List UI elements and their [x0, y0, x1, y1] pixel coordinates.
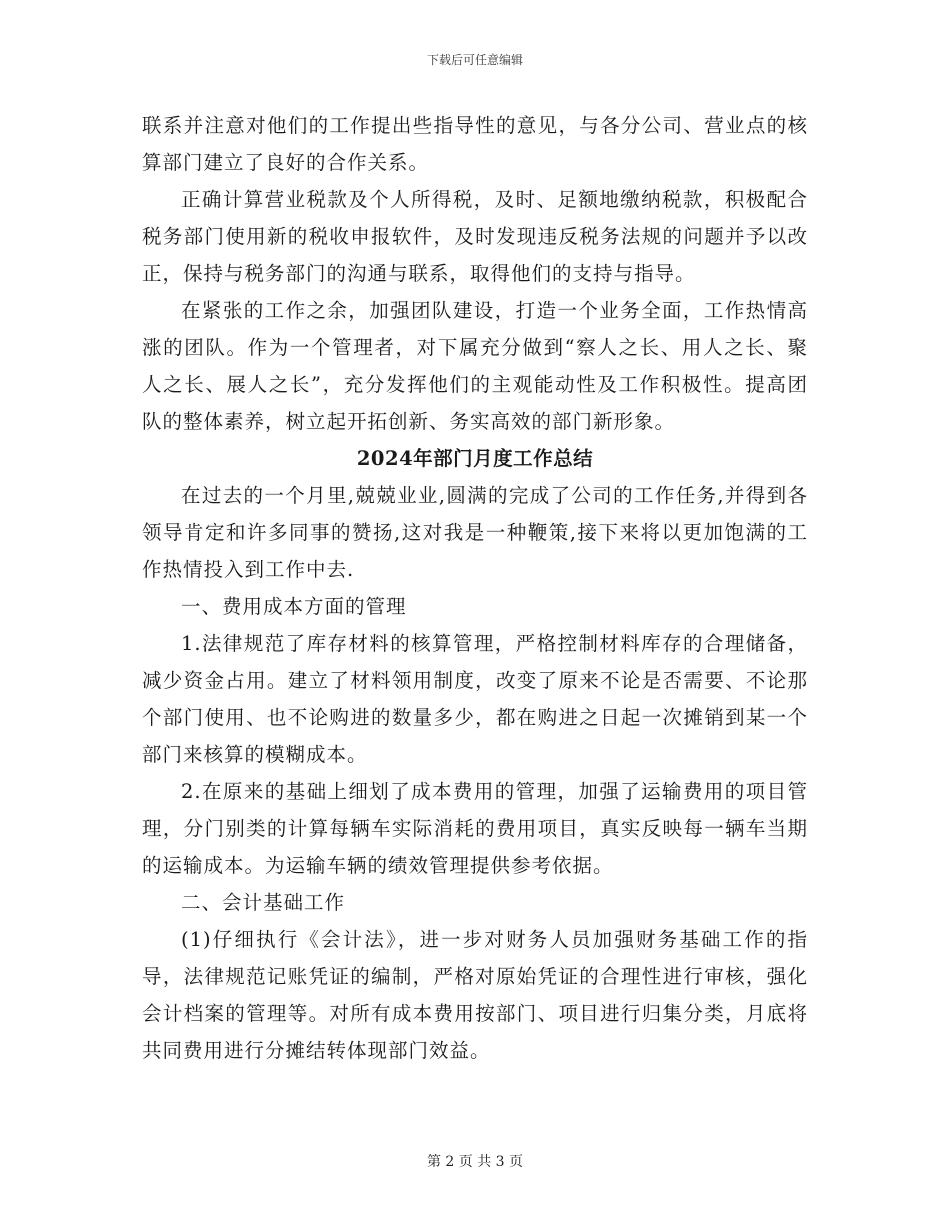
paragraph-item-1: 1.法律规范了库存材料的核算管理，严格控制材料库存的合理储备，减少资金占用。建立了材料领用制度，改变了原来不论是否需要、不论那个部门使用、也不论购进的数量多少，都在购进之日起一次摊销到某一个部门来核算的模糊成本。 — [142, 632, 808, 766]
document-body — [142, 107, 808, 1069]
paragraph-tax: 正确计算营业税款及个人所得税，及时、足额地缴纳税款，积极配合税务部门使用新的税收申报软件，及时发现违反税务法规的问题并予以改正，保持与税务部门的沟通与联系，取得他们的支持与指导。 — [142, 188, 808, 285]
heading-accounting-basics: 二、会计基础工作 — [181, 891, 346, 914]
paragraph-intro: 在过去的一个月里,兢兢业业,圆满的完成了公司的工作任务,并得到各领导肯定和许多同事的赞扬,这对我是一种鞭策,接下来将以更加饱满的工作热情投入到工作中去. — [142, 484, 808, 581]
paragraph-item-2: 2.在原来的基础上细划了成本费用的管理，加强了运输费用的项目管理，分门别类的计算每辆车实际消耗的费用项目，真实反映每一辆车当期的运输成本。为运输车辆的绩效管理提供参考依据。 — [142, 780, 808, 877]
paragraph-team: 在紧张的工作之余，加强团队建设，打造一个业务全面，工作热情高涨的团队。作为一个管理者，对下属充分做到“察人之长、用人之长、聚人之长、展人之长”，充分发挥他们的主观能动性及工作积极性。提高团队的整体素养，树立起开拓创新、务实高效的部门新形象。 — [142, 299, 808, 433]
section-title: 2024年部门月度工作总结 — [356, 447, 594, 470]
heading-cost-management: 一、费用成本方面的管理 — [181, 595, 407, 618]
page-header: 下载后可任意编辑 — [426, 53, 523, 67]
page-number: 第 2 页 共 3 页 — [426, 1154, 524, 1170]
paragraph-continuation: 联系并注意对他们的工作提出些指导性的意见，与各分公司、营业点的核算部门建立了良好的合作关系。 — [142, 114, 808, 174]
paragraph-accounting-law: (1)仔细执行《会计法》，进一步对财务人员加强财务基础工作的指导，法律规范记账凭证的编制，严格对原始凭证的合理性进行审核，强化会计档案的管理等。对所有成本费用按部门、项目进行归集分类，月底将共同费用进行分摊结转体现部门效益。 — [142, 928, 808, 1062]
